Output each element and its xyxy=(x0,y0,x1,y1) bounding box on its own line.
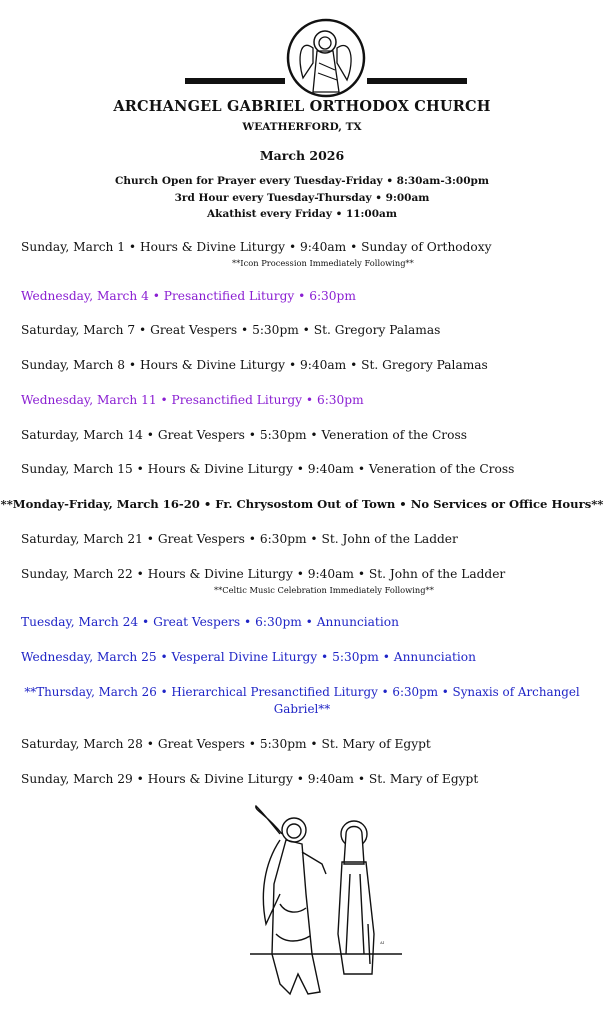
schedule-entry-march-26-line1: **Thursday, March 26 • Hierarchical Presanctified Liturgy • 6:30pm • Synaxis of Archangel xyxy=(24,685,580,699)
calendar-month: March 2026 xyxy=(259,148,345,163)
schedule-note-march-22: **Celtic Music Celebration Immediately Following** xyxy=(214,585,434,595)
archangel-logo xyxy=(185,18,467,98)
annunciation-icon-illustration xyxy=(246,804,406,1004)
svg-text:ᴬᴵ: ᴬᴵ xyxy=(380,941,385,948)
schedule-entry-march-29: Sunday, March 29 • Hours & Divine Liturgy • 9:40am • St. Mary of Egypt xyxy=(21,772,479,786)
schedule-note-march-1: **Icon Procession Immediately Following** xyxy=(232,258,414,268)
schedule-entry-march-26-line2: Gabriel** xyxy=(273,702,331,716)
schedule-entry-march-14: Saturday, March 14 • Great Vespers • 5:30pm • Veneration of the Cross xyxy=(21,428,467,442)
schedule-entry-march-16-20: **Monday-Friday, March 16-20 • Fr. Chrysostom Out of Town • No Services or Office Hours** xyxy=(0,497,604,511)
schedule-entry-march-15: Sunday, March 15 • Hours & Divine Liturgy • 9:40am • Veneration of the Cross xyxy=(21,462,515,476)
church-city: WEATHERFORD, TX xyxy=(242,121,362,133)
notice-akathist: Akathist every Friday • 11:00am xyxy=(207,208,397,220)
schedule-entry-march-28: Saturday, March 28 • Great Vespers • 5:30pm • St. Mary of Egypt xyxy=(21,737,431,751)
notice-third-hour: 3rd Hour every Tuesday-Thursday • 9:00am xyxy=(174,192,430,204)
schedule-entry-march-1: Sunday, March 1 • Hours & Divine Liturgy • 9:40am • Sunday of Orthodoxy xyxy=(21,240,492,254)
schedule-entry-march-25: Wednesday, March 25 • Vesperal Divine Liturgy • 5:30pm • Annunciation xyxy=(21,650,476,664)
notice-prayer-hours: Church Open for Prayer every Tuesday-Friday • 8:30am-3:00pm xyxy=(114,175,489,187)
schedule-entry-march-21: Saturday, March 21 • Great Vespers • 6:30pm • St. John of the Ladder xyxy=(21,532,458,546)
schedule-entry-march-24: Tuesday, March 24 • Great Vespers • 6:30pm • Annunciation xyxy=(21,615,399,629)
schedule-entry-march-4: Wednesday, March 4 • Presanctified Liturgy • 6:30pm xyxy=(21,289,356,303)
schedule-entry-march-11: Wednesday, March 11 • Presanctified Liturgy • 6:30pm xyxy=(21,393,364,407)
schedule-entry-march-8: Sunday, March 8 • Hours & Divine Liturgy • 9:40am • St. Gregory Palamas xyxy=(21,358,488,372)
schedule-entry-march-22: Sunday, March 22 • Hours & Divine Liturgy • 9:40am • St. John of the Ladder xyxy=(21,567,506,581)
church-name: ARCHANGEL GABRIEL ORTHODOX CHURCH xyxy=(113,98,491,115)
schedule-entry-march-7: Saturday, March 7 • Great Vespers • 5:30pm • St. Gregory Palamas xyxy=(21,323,441,337)
